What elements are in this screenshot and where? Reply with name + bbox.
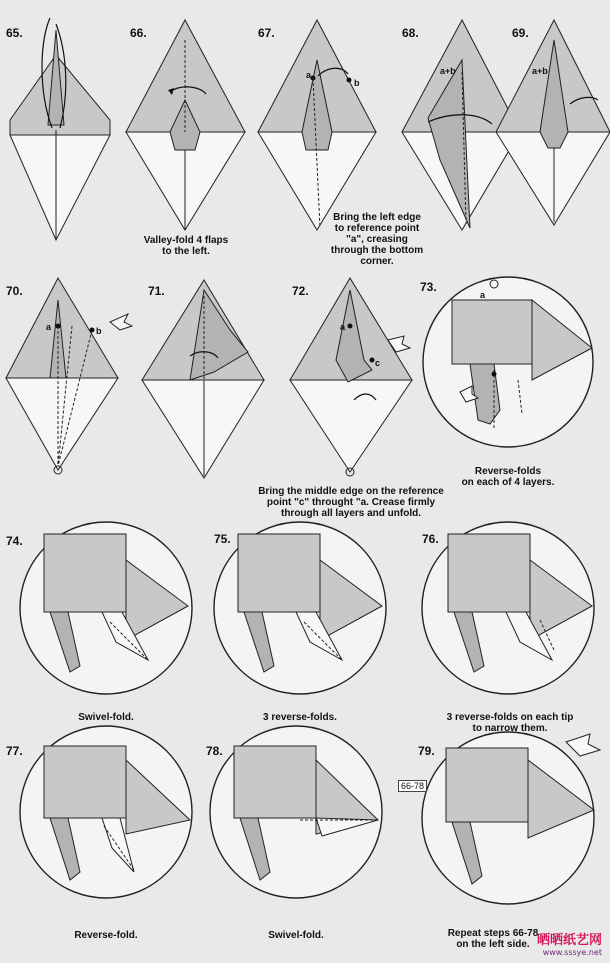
label-ab-68: a+b — [440, 66, 456, 76]
caption-76: 3 reverse-folds on each tip to narrow them. — [446, 712, 574, 734]
watermark — [537, 929, 602, 957]
caption-72: Bring the middle edge on the reference point "c" throught "a. Crease firmly through all layers and unfold. — [258, 486, 444, 519]
step-number-68: 68. — [402, 26, 419, 40]
watermark-url: www.sssye.net — [542, 948, 602, 957]
label-b-70: b — [96, 326, 102, 336]
watermark-title: 晒晒纸艺网 — [536, 933, 602, 948]
label-ab-69: a+b — [532, 66, 548, 76]
step-number-72: 72. — [292, 284, 309, 298]
caption-74: Swivel-fold. — [78, 712, 134, 723]
label-a-72: a — [340, 322, 346, 332]
step-number-73: 73. — [420, 280, 437, 294]
step-number-66: 66. — [130, 26, 147, 40]
step-number-75: 75. — [214, 532, 231, 546]
step-number-76: 76. — [422, 532, 439, 546]
caption-66: Valley-fold 4 flaps to the left. — [143, 235, 229, 257]
label-a-70: a — [46, 322, 52, 332]
caption-77: Reverse-fold. — [74, 930, 138, 941]
step-number-71: 71. — [148, 284, 165, 298]
step-number-65: 65. — [6, 26, 23, 40]
caption-75: 3 reverse-folds. — [263, 712, 337, 723]
caption-79: Repeat steps 66-78 on the left side. — [447, 928, 539, 950]
repeat-reference-box: 66-78 — [398, 780, 427, 792]
step-number-70: 70. — [6, 284, 23, 298]
caption-78: Swivel-fold. — [268, 930, 324, 941]
step-number-79: 79. — [418, 744, 435, 758]
caption-73: Reverse-folds on each of 4 layers. — [461, 466, 555, 488]
step-number-78: 78. — [206, 744, 223, 758]
step-number-74: 74. — [6, 534, 23, 548]
caption-67: Bring the left edge to reference point "a", creasing through the bottom corner. — [330, 212, 424, 267]
step-number-67: 67. — [258, 26, 275, 40]
label-a-73: a — [480, 290, 486, 300]
step-number-77: 77. — [6, 744, 23, 758]
label-b: b — [354, 78, 360, 88]
label-a: a — [306, 70, 312, 80]
step-number-69: 69. — [512, 26, 529, 40]
label-c-72: c — [375, 358, 381, 368]
